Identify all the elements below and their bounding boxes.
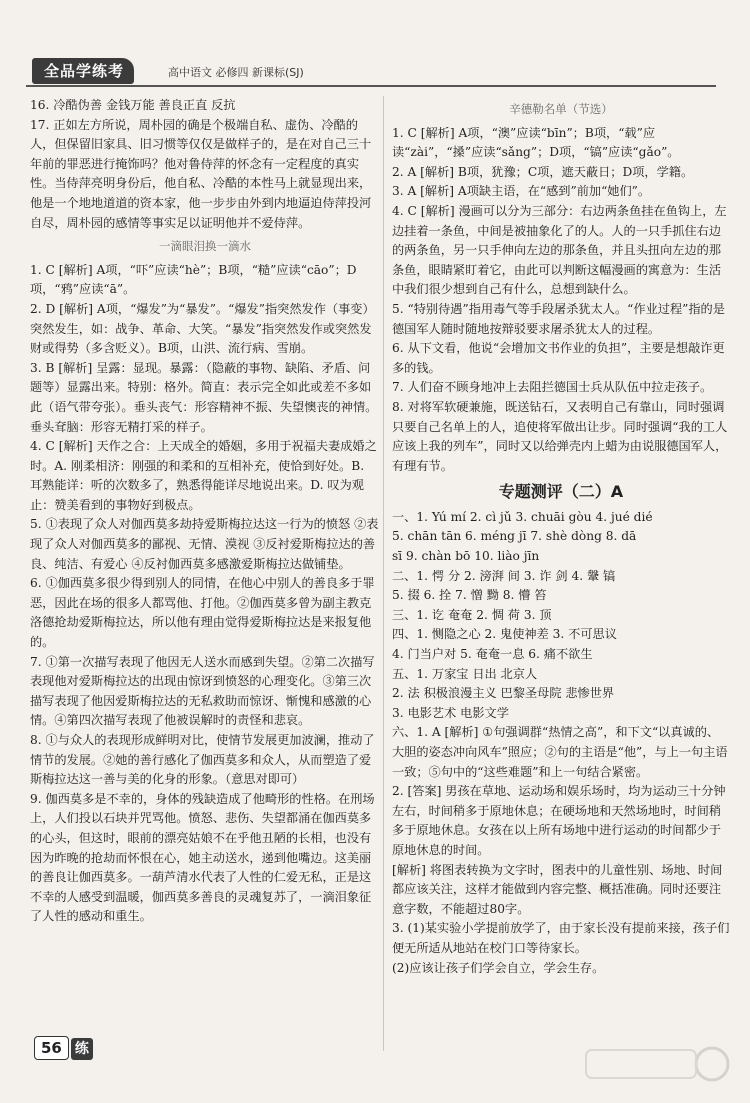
answer-item: 五、1. 万家宝 日出 北京人 xyxy=(392,666,538,681)
page-number: 56 xyxy=(34,1036,69,1060)
answer-item: 三、1. 讫 奄奄 2. 惆 荷 3. 顶 xyxy=(392,607,552,622)
section-title: 辛德勒名单（节选） xyxy=(509,102,613,116)
answer-item: 17. 正如左方所说，周朴园的确是个极端自私、虚伪、冷酷的人，但保留旧家具、旧习惯等仅仅是做样子的，是在对自己三十年前的罪恶进行掩饰吗？他对鲁侍萍的怀念有一定程度的真实性。当侍萍亮明身份后，他自私、冷酷的本性马上就显现出来，他是一个地地道道的资本家，他一步步由外到内地逼迫侍萍投河自尽，周朴园的感情等事实足以证明他并不爱侍萍。 xyxy=(30,117,372,230)
book-subtitle: 高中语文 必修四 新课标(SJ) xyxy=(168,66,304,79)
answer-item: 3. B [解析] 呈露：显现。暴露：（隐蔽的事物、缺陷、矛盾、问题等）显露出来。特别：格外。简直：表示完全如此或差不多如此（语气带夸张）。垂头丧气：形容精神不振、失望懊丧的神情。垂头耷脑：形容无精打采的样子。 xyxy=(30,360,378,434)
column-divider xyxy=(383,96,384,1051)
answer-item: (2)应该让孩子们学会自立，学会生存。 xyxy=(392,960,605,975)
answer-item: 8. ①与众人的表现形成鲜明对比，使情节发展更加波澜，推动了情节的发展。②她的善行感化了伽西莫多和众人，从而塑造了爱斯梅拉达这一善与美的化身的形象。（意思对即可） xyxy=(30,733,375,787)
brand-logo: 全品学练考 xyxy=(32,58,134,84)
answer-item: 2. 法 积极浪漫主义 巴黎圣母院 悲惨世界 xyxy=(392,686,615,701)
left-column xyxy=(30,96,380,927)
answer-item: 3. (1)某实验小学提前放学了，由于家长没有提前来接，孩子们便无所适从地站在校门口等待家长。 xyxy=(392,921,730,955)
answer-item: 2. D [解析] A项，“爆发”为“暴发”。“爆发”指突然发作（事变）突然发生，如：战争、革命、大笑。“暴发”指突然发作或突然发财或得势（多含贬义）。B项，山洪、流行病、雪崩。 xyxy=(30,301,375,356)
section-heading: 专题测评（二）A xyxy=(498,482,624,502)
answer-item: 一、1. Yú mí 2. cì jǔ 3. chuāi gòu 4. jué dié xyxy=(392,509,653,524)
answer-item: 四、1. 恻隐之心 2. 鬼使神差 3. 不可思议 xyxy=(392,627,617,642)
answer-item: 5. ①表现了众人对伽西莫多劫持爱斯梅拉达这一行为的愤怒 ②表现了众人对伽西莫多的鄙视、无情、漠视 ③反衬爱斯梅拉达的善良、纯洁、有爱心 ④反衬伽西莫多感激爱斯梅拉达做铺垫。 xyxy=(30,517,379,571)
answer-item: 6. 从下文看，他说“会增加文书作业的负担”，主要是想敲诈更多的钱。 xyxy=(392,341,725,375)
answer-item: 2. A [解析] B项，犹豫；C项，遮天蔽日；D项，学籍。 xyxy=(392,164,694,179)
answer-item: 二、1. 愕 分 2. 滂湃 间 3. 诈 剑 4. 鞶 镐 xyxy=(392,568,616,583)
answer-item: 9. 伽西莫多是不幸的，身体的残缺造成了他畸形的性格。在刑场上，人们投以石块并咒骂他。愤怒、悲伤、失望都涌在伽西莫多的心头，但这时，眼前的漂亮姑娘不在乎他丑陋的长相，也没有因为昨晚的抢劫而怀恨在心，她主动送水，递到他嘴边。这美丽的善良让伽西莫多。一葫芦清水代表了人性的仁爱无私，正是这不幸的人感受到温暖，伽西莫多善良的灵魂复苏了，一滴泪象征了人性的感动和重生。 xyxy=(30,791,375,924)
answer-item: [解析] 将图表转换为文字时，图表中的儿童性别、场地、时间都应该关注，这样才能做到内容完整、概括准确。同时还要注意字数，不能超过80字。 xyxy=(392,862,723,916)
answer-item: 4. C [解析] 天作之合：上天成全的婚姻，多用于祝福夫妻成婚之时。A. 刚柔相济：刚强的和柔和的互相补充，使恰到好处。B. 耳熟能详：听的次数多了，熟悉得能详尽地说出来。D. 叹为观止：赞美看到的事物好到极点。 xyxy=(30,439,377,512)
answer-item: 3. A [解析] A项缺主语，在“感到”前加“她们”。 xyxy=(392,184,651,199)
answer-item: 7. ①第一次描写表现了他因无人送水而感到失望。②第二次描写表现他对爱斯梅拉达的出现由惊讶到愤怒的心理变化。③第三次描写表现了他因爱斯梅拉达的无私救助而惊讶、惭愧和感激的心情。④第四次描写表现了他被误解时的责怪和悲哀。 xyxy=(30,654,375,728)
watermark-logo xyxy=(582,1042,732,1092)
answer-item: 2. [答案] 男孩在草地、运动场和娱乐场时，均为运动三十分钟左右，时间稍多于原地休息；在硬场地和天然场地时，时间稍多于原地休息。女孩在以上所有场地中进行运动的时间都少于原地休息的时间。 xyxy=(392,784,726,857)
page-footer xyxy=(34,1036,93,1062)
answer-item: 4. 门当户对 5. 奄奄一息 6. 痛不欲生 xyxy=(392,647,593,662)
answer-item: 6. ①伽西莫多很少得到别人的同情，在他心中别人的善良多于罪恶，因此在场的很多人都骂他、打他。②伽西莫多曾为副主教克洛德抢劫爱斯梅拉达，所以他有理由觉得爱斯梅拉达是来报复他的。 xyxy=(30,576,375,650)
answer-item: 1. C [解析] A项，“吓”应读“hè”；B项，“糙”应读“cāo”；D项，“鸦”应读“ā”。 xyxy=(30,262,357,297)
answer-item: 7. 人们奋不顾身地冲上去阻拦德国士兵从队伍中拉走孩子。 xyxy=(392,380,713,395)
answer-item: 8. 对将军软硬兼施，既送钻石，又表明自己有靠山，同时强调只要自己名单上的人，追使将军做出让步。同时强调“我的工人应该上我的列车”，同时又以给弹壳内上蜡为由说服德国军人，有理有节。 xyxy=(392,399,728,473)
section-title: 一滴眼泪换一滴水 xyxy=(159,239,251,254)
answer-item: 5. chān tān 6. méng jī 7. shè dòng 8. dā xyxy=(392,529,637,544)
answer-item: 1. C [解析] A项，“澳”应读“bīn”；B项，“载”应读“zài”，“搡”应读“sǎng”；D项，“镐”应读“gǎo”。 xyxy=(392,125,680,160)
answer-item: 六、1. A [解析] ①句强调群“热情之高”，和下文“以真诚的、大胆的姿态冲向风车”照应；②句的主语是“他”，与上一句主语一致；⑤句中的“这些难题”和上一句结合紧密。 xyxy=(392,725,728,779)
answer-item: 5. “特别待遇”指用毒气等手段屠杀犹太人。“作业过程”指的是德国军人随时随地按辩驳要求屠杀犹太人的过程。 xyxy=(392,301,725,336)
answer-item: 3. 电影艺术 电影文学 xyxy=(392,705,509,720)
header-rule xyxy=(26,85,716,87)
page-header xyxy=(26,58,726,86)
page-tag: 练 xyxy=(71,1038,93,1060)
right-column xyxy=(392,96,730,978)
answer-item: 16. 冷酷伪善 金钱万能 善良正直 反抗 xyxy=(30,98,236,112)
answer-item: sī 9. chàn bō 10. liào jīn xyxy=(392,549,540,564)
answer-item: 4. C [解析] 漫画可以分为三部分：右边两条鱼挂在鱼钩上，左边挂着一条鱼，中间是被抽象化了的人。人的一只手抓住右边的两条鱼，另一只手伸向左边的那条鱼，并且头扭向左边的那条鱼，眼睛紧盯着它，由此可以判断这幅漫画的寓意为：生活中我们很少想到自己有什么，总想到缺什么。 xyxy=(392,203,727,297)
answer-item: 5. 掇 6. 拴 7. 憎 黝 8. 懵 笞 xyxy=(392,588,547,603)
